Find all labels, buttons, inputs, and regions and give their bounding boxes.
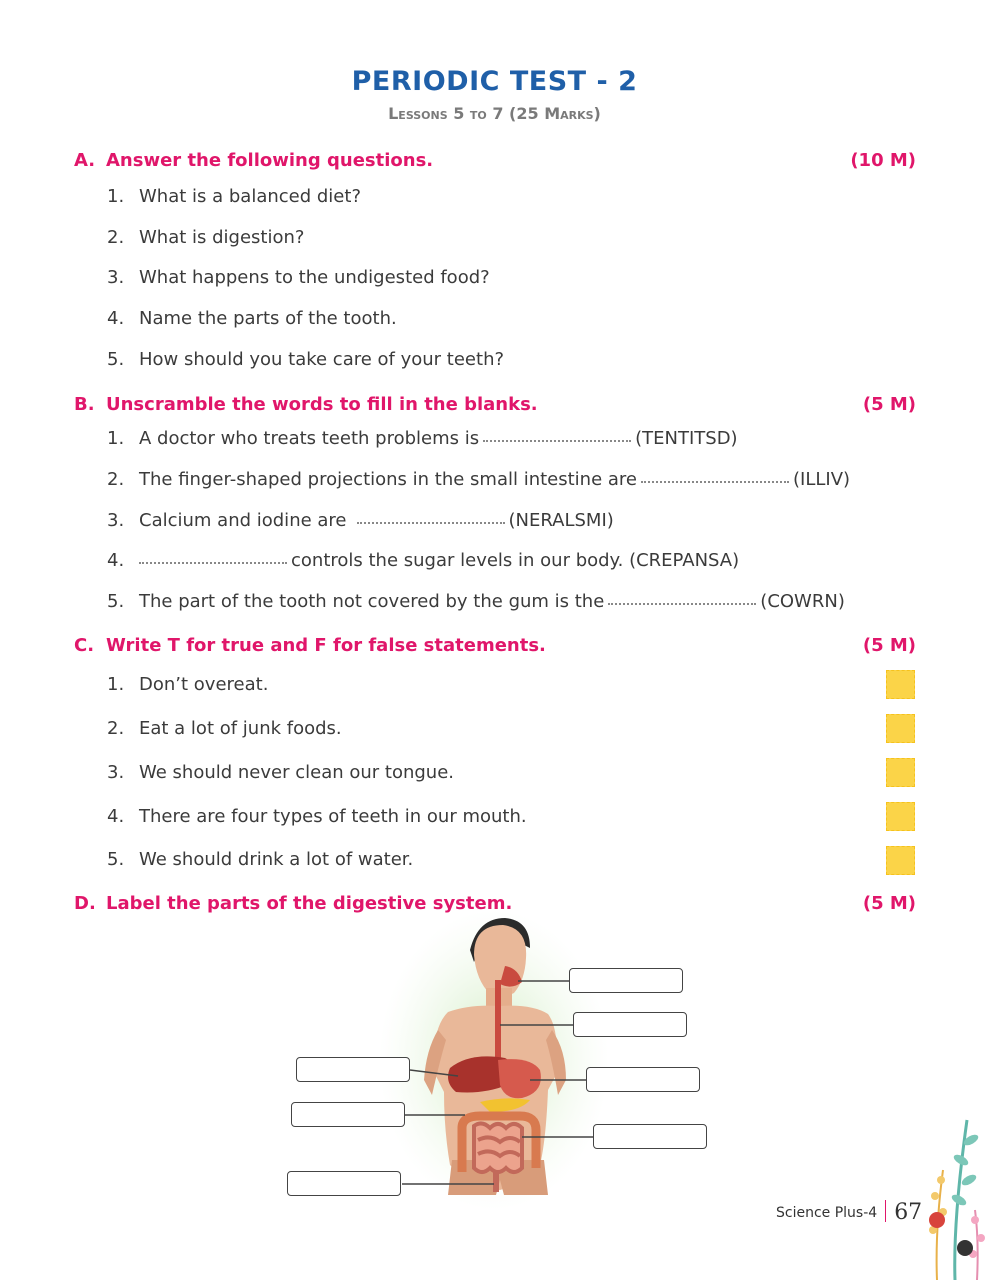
question-number: 5.	[107, 591, 125, 612]
footer-divider	[885, 1200, 886, 1222]
question-text-before: Calcium and iodine are	[139, 510, 347, 531]
section-marks: (5 M)	[862, 635, 916, 656]
label-box-2[interactable]	[573, 1012, 687, 1037]
question-number: 4.	[107, 550, 125, 571]
section-heading-text: Answer the following questions.	[106, 150, 434, 171]
question-text-before: The finger-shaped projections in the small intestine are	[139, 469, 637, 490]
section-marks: (10 M)	[850, 150, 916, 171]
question-number: 5.	[107, 849, 125, 870]
question-hint: (ILLIV)	[793, 469, 851, 490]
label-box-4[interactable]	[296, 1057, 410, 1082]
section-letter: D.	[74, 893, 96, 914]
question-number: 1.	[107, 186, 125, 207]
label-box-5[interactable]	[291, 1102, 405, 1127]
question-text: How should you take care of your teeth?	[139, 349, 505, 370]
page-footer	[776, 1200, 922, 1225]
question-text: What is a balanced diet?	[139, 186, 361, 207]
question-number: 4.	[107, 308, 125, 329]
question-text: Don’t overeat.	[139, 674, 269, 695]
question-text: There are four types of teeth in our mouth.	[139, 806, 527, 827]
section-heading-text: Unscramble the words to fill in the blanks.	[106, 394, 538, 415]
page-number: 67	[894, 1200, 923, 1225]
section-heading-text: Label the parts of the digestive system.	[106, 893, 513, 914]
page-subtitle: Lessons 5 to 7 (25 Marks)	[388, 104, 601, 123]
question-number: 3.	[107, 762, 125, 783]
book-title: Science Plus-4	[776, 1205, 878, 1221]
label-box-7[interactable]	[287, 1171, 401, 1196]
label-box-6[interactable]	[593, 1124, 707, 1149]
question-number: 5.	[107, 349, 125, 370]
question-hint: (COWRN)	[760, 591, 845, 612]
question-text: We should drink a lot of water.	[139, 849, 414, 870]
question-number: 1.	[107, 674, 125, 695]
label-box-1[interactable]	[569, 968, 683, 993]
question-text: We should never clean our tongue.	[139, 762, 455, 783]
question-text-before: The part of the tooth not covered by the gum is the	[139, 591, 605, 612]
section-letter: B.	[74, 394, 95, 415]
question-number: 2.	[107, 227, 125, 248]
question-number: 1.	[107, 428, 125, 449]
question-number: 2.	[107, 469, 125, 490]
question-hint: (TENTITSD)	[635, 428, 738, 449]
question-number: 4.	[107, 806, 125, 827]
question-text-before: A doctor who treats teeth problems is	[139, 428, 480, 449]
question-hint: controls the sugar levels in our body. (CREPANSA)	[291, 550, 740, 571]
page-title: PERIODIC TEST - 2	[351, 66, 638, 97]
section-letter: C.	[74, 635, 95, 656]
question-number: 3.	[107, 510, 125, 531]
section-marks: (5 M)	[862, 893, 916, 914]
question-text: What is digestion?	[139, 227, 305, 248]
question-text: Name the parts of the tooth.	[139, 308, 397, 329]
decorative-plants	[915, 1100, 989, 1280]
ladybug-icon	[929, 1212, 945, 1228]
question-number: 2.	[107, 718, 125, 739]
question-text: What happens to the undigested food?	[139, 267, 490, 288]
section-heading-text: Write T for true and F for false statements.	[106, 635, 546, 656]
label-box-3[interactable]	[586, 1067, 700, 1092]
small-intestine	[474, 1123, 522, 1172]
question-hint: (NERALSMI)	[508, 510, 614, 531]
question-number: 3.	[107, 267, 125, 288]
section-marks: (5 M)	[862, 394, 916, 415]
section-letter: A.	[74, 150, 96, 171]
question-text: Eat a lot of junk foods.	[139, 718, 342, 739]
